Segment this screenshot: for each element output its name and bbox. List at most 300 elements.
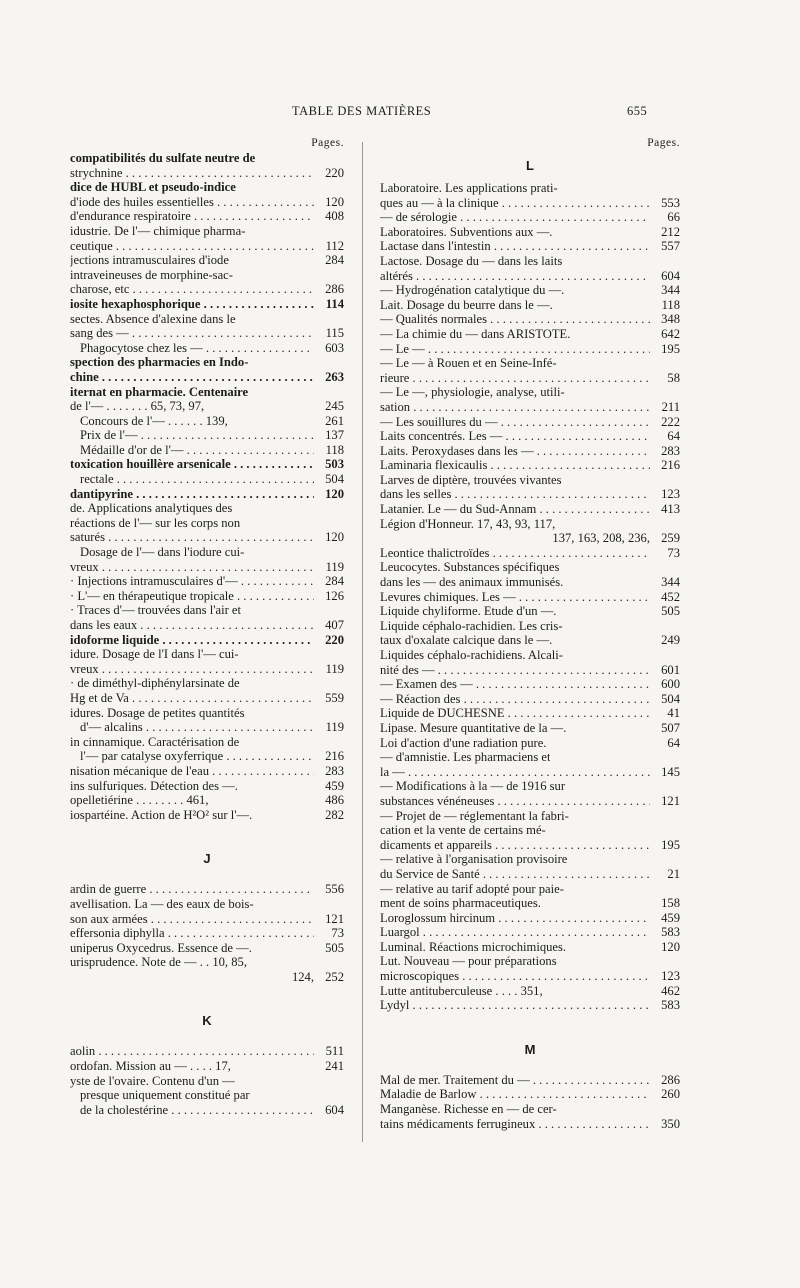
index-entry	[70, 151, 344, 166]
entry-text: substances vénéneuses . . .	[380, 794, 650, 809]
index-entry	[70, 970, 344, 985]
entry-text: — Le — à Rouen et en Seine-Infé-	[380, 356, 557, 371]
entry-page: 245	[322, 399, 344, 414]
entry-text: — Le —, physiologie, analyse, utili-	[380, 385, 565, 400]
entry-page: 195	[658, 838, 680, 853]
index-entry	[380, 546, 680, 561]
entry-page: 553	[658, 196, 680, 211]
index-entry	[380, 269, 680, 284]
entry-page: 603	[322, 341, 344, 356]
entry-page: 344	[658, 283, 680, 298]
entry-text: vreux . . .	[70, 560, 314, 575]
entry-text: microscopiques . . .	[380, 969, 650, 984]
entry-text: Loi d'action d'une radiation pure.	[380, 735, 547, 750]
entry-text: jections intramusculaires d'iode	[70, 253, 229, 268]
index-entry	[70, 662, 344, 677]
entry-page: 21	[664, 867, 680, 882]
entry-page: 220	[322, 166, 344, 181]
entry-text: Latanier. Le — du Sud-Annam . . .	[380, 502, 650, 517]
index-entry	[70, 1074, 344, 1089]
entry-text: la — . . .	[380, 765, 650, 780]
entry-page: 284	[322, 253, 344, 268]
index-entry	[380, 736, 680, 751]
entry-page: 252	[322, 970, 344, 985]
entry-text: de l'— . . . . . . . 65, 73, 97,	[70, 399, 205, 414]
index-entry	[380, 327, 680, 342]
entry-text: iternat en pharmacie. Centenaire	[70, 384, 249, 399]
index-entry	[70, 603, 344, 618]
index-entry	[70, 501, 344, 516]
entry-text: d'endurance respiratoire . . .	[70, 209, 314, 224]
index-entry	[380, 371, 680, 386]
entry-page: 413	[658, 502, 680, 517]
entry-text: — Réaction des . . .	[380, 692, 650, 707]
entry-text: ordofan. Mission au — . . . . 17,	[70, 1059, 231, 1074]
entry-page: 503	[322, 457, 344, 472]
entry-page: 220	[322, 633, 344, 648]
index-entry	[380, 283, 680, 298]
index-entry	[380, 692, 680, 707]
index-entry	[380, 444, 680, 459]
index-entry	[70, 955, 344, 970]
index-entry	[70, 926, 344, 941]
entry-page: 604	[658, 269, 680, 284]
entry-text: dice de HUBL et pseudo-indice	[70, 180, 236, 195]
index-entry	[70, 209, 344, 224]
entry-text: du Service de Santé . . .	[380, 867, 650, 882]
index-entry	[380, 590, 680, 605]
index-entry	[380, 838, 680, 853]
entry-text: chine . . .	[70, 370, 314, 385]
index-entry	[70, 764, 344, 779]
entry-page: 120	[322, 487, 344, 502]
entry-text: aolin . . .	[70, 1044, 314, 1059]
index-entry	[380, 458, 680, 473]
index-entry	[70, 355, 344, 370]
entry-text: Médaille d'or de l'— . . .	[80, 443, 314, 458]
entry-text: intraveineuses de morphine-sac-	[70, 267, 233, 282]
index-entry	[380, 823, 680, 838]
entry-text: saturés . . .	[70, 530, 314, 545]
entry-page: 249	[658, 633, 680, 648]
entry-text: dans les eaux . . .	[70, 618, 314, 633]
entry-page: 600	[658, 677, 680, 692]
entry-text: — d'amnistie. Les pharmaciens et	[380, 750, 551, 765]
entry-text: Liquide céphalo-rachidien. Les cris-	[380, 618, 563, 633]
entry-text: idoforme liquide . . .	[70, 633, 314, 648]
entry-text: sectes. Absence d'alexine dans le	[70, 311, 236, 326]
entry-text: Larves de diptère, trouvées vivantes	[380, 472, 562, 487]
index-entry	[70, 779, 344, 794]
index-entry	[380, 181, 680, 196]
entry-page: 158	[658, 896, 680, 911]
entry-text: · Traces d'— trouvées dans l'air et	[70, 603, 242, 618]
entry-text: urisprudence. Note de — . . 10, 85,	[70, 955, 247, 970]
index-entry	[70, 414, 344, 429]
index-entry	[70, 793, 344, 808]
entry-text: nisation mécanique de l'eau . . .	[70, 764, 314, 779]
index-entry	[380, 1102, 680, 1117]
entry-page: 511	[323, 1044, 344, 1059]
pages-label: Pages.	[647, 137, 680, 149]
entries-m	[380, 1073, 680, 1131]
entry-text: Laminaria flexicaulis . . .	[380, 458, 650, 473]
entry-page: 462	[658, 984, 680, 999]
entries-i	[70, 151, 344, 822]
index-entry	[70, 341, 344, 356]
entry-page: 211	[659, 400, 680, 415]
entry-page: 583	[658, 925, 680, 940]
entry-page: 118	[659, 298, 680, 313]
entry-page: 119	[323, 720, 344, 735]
section-letter-l: L	[526, 158, 534, 173]
entry-page: 64	[664, 736, 680, 751]
entry-page: 119	[323, 662, 344, 677]
index-entry	[380, 779, 680, 794]
entry-text: Liquides céphalo-rachidiens. Alcali-	[380, 648, 563, 662]
entry-page: 121	[658, 794, 680, 809]
entry-text: sang des — . . .	[70, 326, 314, 341]
entry-page: 216	[658, 458, 680, 473]
entry-page: 283	[322, 764, 344, 779]
index-entry	[70, 312, 344, 327]
entry-page: 260	[658, 1087, 680, 1102]
entry-page: 504	[658, 692, 680, 707]
entry-text: Lydyl . . .	[380, 998, 650, 1013]
entry-page: 121	[322, 912, 344, 927]
entry-text: ardin de guerre . . .	[70, 882, 314, 897]
entry-text: Laboratoires. Subventions aux —.	[380, 224, 553, 239]
entry-text: — Qualités normales . . .	[380, 312, 650, 327]
running-header	[0, 104, 800, 124]
entry-page: 604	[322, 1103, 344, 1118]
entry-page: 408	[322, 209, 344, 224]
entry-text: Laboratoire. Les applications prati-	[380, 181, 558, 195]
entry-text: Lait. Dosage du beurre dans le —.	[380, 297, 553, 312]
entry-text: Liquide chyliforme. Etude d'un —.	[380, 604, 557, 619]
entry-page: 145	[658, 765, 680, 780]
index-entry	[70, 530, 344, 545]
index-entry	[70, 691, 344, 706]
index-entry	[380, 882, 680, 897]
index-entry	[380, 342, 680, 357]
index-entry	[380, 298, 680, 313]
index-entry	[380, 487, 680, 502]
entry-page: 120	[658, 940, 680, 955]
index-entry	[70, 399, 344, 414]
entry-text: taux d'oxalate calcique dans le —.	[380, 633, 553, 648]
index-entry	[70, 166, 344, 181]
entry-text: réactions de l'— sur les corps non	[70, 515, 241, 530]
index-entry	[380, 721, 680, 736]
entry-text: — relative au tarif adopté pour paie-	[380, 881, 564, 896]
entry-text: de. Applications analytiques des	[70, 501, 233, 516]
entry-text: Légion d'Honneur. 17, 43, 93, 117,	[380, 516, 556, 531]
entry-text: Laits concentrés. Les — . . .	[380, 429, 650, 444]
index-entry	[70, 180, 344, 195]
index-entry	[70, 297, 344, 312]
entry-page: 507	[658, 721, 680, 736]
entry-text: charose, etc . . .	[70, 282, 314, 297]
entry-text: vreux . . .	[70, 662, 314, 677]
entry-text: Lut. Nouveau — pour préparations	[380, 954, 557, 969]
index-entry	[380, 633, 680, 648]
section-letter-m: M	[524, 1041, 536, 1057]
entry-text: Luargol . . .	[380, 925, 650, 940]
index-entry	[70, 457, 344, 472]
index-entry	[380, 911, 680, 926]
entry-text: altérés . . .	[380, 269, 650, 284]
index-entry	[70, 618, 344, 633]
entry-text: nité des — . . .	[380, 663, 650, 678]
entry-page: 115	[323, 326, 344, 341]
index-entry	[70, 385, 344, 400]
entry-text: spection des pharmacies en Indo-	[70, 355, 249, 370]
pages-label: Pages.	[311, 137, 344, 149]
entry-page: 118	[323, 443, 344, 458]
index-entry	[380, 794, 680, 809]
entry-text: Phagocytose chez les — . . .	[80, 341, 314, 356]
entry-text: tains médicaments ferrugineux . . .	[380, 1117, 650, 1132]
index-entry	[70, 370, 344, 385]
entry-text: in cinnamique. Caractérisation de	[70, 734, 240, 749]
index-entry	[380, 1073, 680, 1088]
entry-page: 642	[658, 327, 680, 342]
entry-text: dans les selles . . .	[380, 487, 650, 502]
entry-text: yste de l'ovaire. Contenu d'un —	[70, 1073, 235, 1088]
entry-text: rieure . . .	[380, 371, 650, 386]
index-entry	[70, 1088, 344, 1103]
entry-page: 556	[322, 882, 344, 897]
entry-text: · de diméthyl-diphénylarsinate de	[70, 676, 240, 691]
entry-text: idure. Dosage de l'I dans l'— cui-	[70, 647, 239, 662]
entry-text: ment de soins pharmaceutiques.	[380, 896, 541, 911]
index-entry	[380, 356, 680, 371]
entry-text: dicaments et appareils . . .	[380, 838, 650, 853]
index-entry	[380, 531, 680, 546]
column-divider	[362, 142, 363, 1142]
entry-text: — La chimie du — dans ARISTOTE.	[380, 326, 571, 341]
index-entry	[380, 867, 680, 882]
entry-text: — Examen des — . . .	[380, 677, 650, 692]
index-entry	[70, 443, 344, 458]
entry-page: 41	[664, 706, 680, 721]
entry-page: 112	[323, 239, 344, 254]
entry-text: d'— alcalins . . .	[80, 720, 314, 735]
index-entry	[70, 647, 344, 662]
index-column-right	[380, 136, 680, 1131]
index-entry	[70, 912, 344, 927]
index-entry	[380, 984, 680, 999]
index-entry	[70, 749, 344, 764]
index-entry	[380, 473, 680, 488]
entry-page: 486	[322, 793, 344, 808]
index-entry	[380, 385, 680, 400]
entry-page: 286	[322, 282, 344, 297]
entry-page: 601	[658, 663, 680, 678]
entry-text: iospartéine. Action de H²O² sur l'—.	[70, 807, 253, 822]
section-letter-j: J	[203, 851, 211, 867]
index-entry	[70, 472, 344, 487]
entry-text: — relative à l'organisation provisoire	[380, 852, 568, 867]
entry-text: Concours de l'— . . . . . . 139,	[80, 413, 228, 428]
index-entry	[380, 969, 680, 984]
index-entry	[70, 545, 344, 560]
index-entry	[380, 400, 680, 415]
entry-text: presque uniquement constitué par	[80, 1088, 250, 1103]
index-entry	[380, 517, 680, 532]
index-entry	[380, 560, 680, 575]
entry-page: 261	[322, 414, 344, 429]
entry-text: Mal de mer. Traitement du — . . .	[380, 1073, 650, 1088]
entry-text: Laits. Peroxydases dans les — . . .	[380, 444, 650, 459]
entry-text: · Injections intramusculaires d'— . . .	[70, 574, 314, 589]
entry-page: 350	[658, 1117, 680, 1132]
entry-text: ques au — à la clinique . . .	[380, 196, 650, 211]
entry-page: 137	[322, 428, 344, 443]
entries-k	[70, 1044, 344, 1117]
entry-page: 286	[658, 1073, 680, 1088]
entry-page: 58	[664, 371, 680, 386]
entry-text: dans les — des animaux immunisés.	[380, 575, 564, 590]
entry-text: Manganèse. Richesse en — de cer-	[380, 1102, 557, 1117]
entry-text: ceutique . . .	[70, 239, 314, 254]
entry-text: idures. Dosage de petites quantités	[70, 705, 245, 720]
index-entry	[70, 808, 344, 823]
index-entry	[70, 706, 344, 721]
index-entry	[70, 633, 344, 648]
running-title: TABLE DES MATIÈRES	[292, 104, 432, 118]
index-entry	[70, 282, 344, 297]
entry-page: 241	[322, 1059, 344, 1074]
index-entry	[380, 750, 680, 765]
entries-l	[380, 181, 680, 1013]
index-entry	[70, 589, 344, 604]
entry-text: sation . . .	[380, 400, 650, 415]
entry-text: Lutte antituberculeuse . . . . 351,	[380, 983, 543, 998]
index-entry	[380, 677, 680, 692]
index-entry	[380, 896, 680, 911]
entry-text: toxication houillère arsenicale . . .	[70, 457, 314, 472]
entry-text: iosite hexaphosphorique . . .	[70, 297, 314, 312]
entry-page: 505	[322, 941, 344, 956]
entry-page: 216	[322, 749, 344, 764]
entry-text: 124,	[291, 969, 314, 984]
entry-text: opelletiérine . . . . . . . . 461,	[70, 793, 209, 808]
entry-page: 283	[658, 444, 680, 459]
entry-page: 195	[658, 342, 680, 357]
entry-text: Liquide de DUCHESNE . . .	[380, 706, 650, 721]
entry-page: 459	[322, 779, 344, 794]
entry-text: cation et la vente de certains mé-	[380, 823, 546, 838]
index-entry	[380, 998, 680, 1013]
index-entry	[70, 428, 344, 443]
index-entry	[70, 195, 344, 210]
index-entry	[70, 487, 344, 502]
index-entry	[70, 253, 344, 268]
index-entry	[380, 429, 680, 444]
entry-text: — Modifications à la — de 1916 sur	[380, 779, 566, 794]
entry-text: d'iode des huiles essentielles . . .	[70, 195, 314, 210]
index-entry	[380, 706, 680, 721]
entry-text: Maladie de Barlow . . .	[380, 1087, 650, 1102]
index-entry	[70, 676, 344, 691]
entry-page: 123	[658, 487, 680, 502]
entry-text: effersonia diphylla . . .	[70, 926, 314, 941]
entry-text: Loroglossum hircinum . . .	[380, 911, 650, 926]
index-entry	[380, 663, 680, 678]
entry-text: — Le — . . .	[380, 342, 650, 357]
entry-text: strychnine . . .	[70, 166, 314, 181]
entry-page: 119	[323, 560, 344, 575]
index-entry	[380, 604, 680, 619]
entry-text: — de sérologie . . .	[380, 210, 650, 225]
entry-page: 263	[322, 370, 344, 385]
entry-text: — Les souillures du — . . .	[380, 415, 650, 430]
entry-text: rectale . . .	[80, 472, 314, 487]
entry-text: — Hydrogénation catalytique du —.	[380, 283, 565, 298]
entry-text: — Projet de — réglementant la fabri-	[380, 808, 569, 823]
entry-text: Prix de l'— . . .	[80, 428, 314, 443]
entry-page: 64	[664, 429, 680, 444]
index-entry	[380, 225, 680, 240]
index-entry	[380, 619, 680, 634]
entry-text: de la cholestérine . . .	[80, 1103, 314, 1118]
index-entry	[380, 312, 680, 327]
index-entry	[70, 1044, 344, 1059]
entry-text: avellisation. La — des eaux de bois-	[70, 896, 254, 911]
entry-page: 73	[664, 546, 680, 561]
index-entry	[70, 239, 344, 254]
entry-page: 505	[658, 604, 680, 619]
entry-page: 126	[322, 589, 344, 604]
entry-text: Hg et de Va . . .	[70, 691, 314, 706]
entry-page: 504	[322, 472, 344, 487]
index-entry	[380, 1117, 680, 1132]
index-column-left	[70, 136, 344, 1117]
entry-page: 123	[658, 969, 680, 984]
index-entry	[380, 502, 680, 517]
entry-text: Dosage de l'— dans l'iodure cui-	[80, 545, 245, 560]
entry-page: 259	[658, 531, 680, 546]
entry-text: l'— par catalyse oxyferrique . . .	[80, 749, 314, 764]
entry-page: 559	[322, 691, 344, 706]
index-entry	[380, 254, 680, 269]
index-entry	[380, 765, 680, 780]
index-entry	[380, 809, 680, 824]
entry-page: 222	[658, 415, 680, 430]
entry-page: 73	[328, 926, 344, 941]
index-entry	[380, 852, 680, 867]
entry-text: Lactase dans l'intestin . . .	[380, 239, 650, 254]
index-entry	[70, 720, 344, 735]
index-entry	[380, 648, 680, 663]
entry-text: 137, 163, 208, 236,	[552, 531, 650, 546]
index-entry	[70, 516, 344, 531]
entry-page: 348	[658, 312, 680, 327]
entry-page: 452	[658, 590, 680, 605]
index-entry	[380, 415, 680, 430]
entry-text: compatibilités du sulfate neutre de	[70, 151, 256, 165]
index-entry	[380, 575, 680, 590]
index-entry	[380, 239, 680, 254]
index-entry	[380, 954, 680, 969]
entry-page: 407	[322, 618, 344, 633]
section-letter-k: K	[202, 1013, 212, 1029]
index-entry	[70, 882, 344, 897]
entry-page: 344	[658, 575, 680, 590]
index-entry	[70, 268, 344, 283]
